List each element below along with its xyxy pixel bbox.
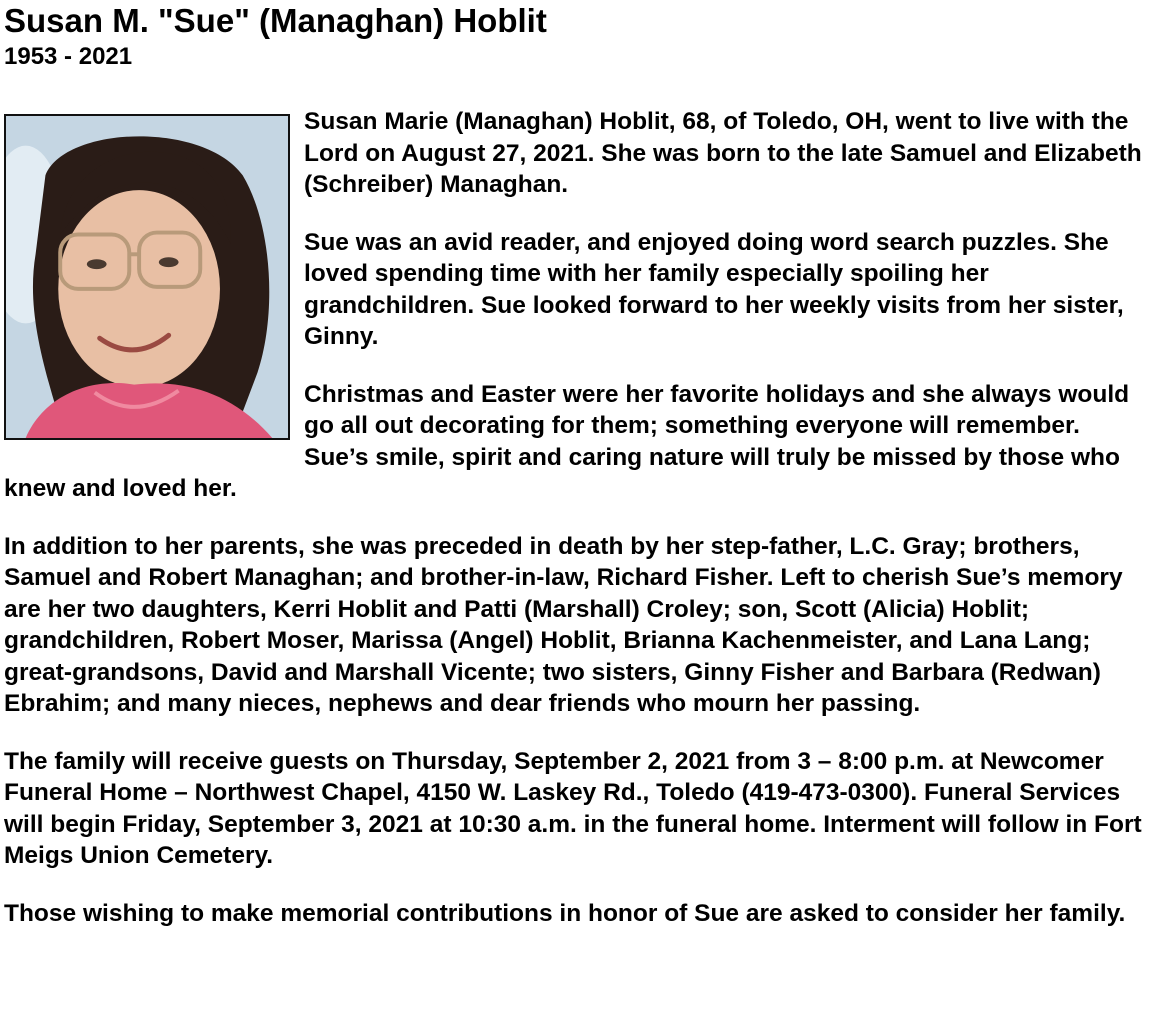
paragraph-memorials: Those wishing to make memorial contributions in honor of Sue are asked to consider her family. bbox=[4, 899, 1126, 927]
life-years: 1953 - 2021 bbox=[4, 43, 133, 70]
paragraph-hobbies: Sue was an avid reader, and enjoyed doing word search puzzles. She loved spending time with her family especially spoiling her grandchildren. Sue looked forward to her weekly visits from her sister, Ginny. bbox=[304, 228, 1124, 350]
obituary-name: Susan M. "Sue" (Managhan) Hoblit bbox=[4, 2, 547, 39]
paragraph-services: The family will receive guests on Thursday, September 2, 2021 from 3 – 8:00 p.m. at Newcomer Funeral Home – Northwest Chapel, 4150 W. Laskey Rd., Toledo (419-473-0300). Funeral Services will begin Friday, September 3, 2021 at 10:30 a.m. in the funeral home. Interment will follow in Fort Meigs Union Cemetery. bbox=[4, 747, 1142, 869]
obituary-body bbox=[4, 106, 1150, 955]
paragraph-holidays: Christmas and Easter were her favorite holidays and she always would go all out decorating for them; something everyone will remember. Sue’s smile, spirit and caring nature will truly be missed by those who knew and loved her. bbox=[4, 380, 1130, 502]
portrait-illustration bbox=[6, 116, 288, 438]
paragraph-family: In addition to her parents, she was preceded in death by her step-father, L.C. Gray; brothers, Samuel and Robert Managhan; and brother-in-law, Richard Fisher. Left to cherish Sue’s memory are her two daughters, Kerri Hoblit and Patti (Marshall) Croley; son, Scott (Alicia) Hoblit; grandchildren, Robert Moser, Marissa (Angel) Hoblit, Brianna Kachenmeister, and Lana Lang; great-grandsons, David and Marshall Vicente; two sisters, Ginny Fisher and Barbara (Redwan) Ebrahim; and many nieces, nephews and dear friends who mourn her passing. bbox=[4, 532, 1123, 717]
paragraph-intro: Susan Marie (Managhan) Hoblit, 68, of Toledo, OH, went to live with the Lord on August 27, 2021. She was born to the late Samuel and Elizabeth (Schreiber) Managhan. bbox=[304, 108, 1142, 198]
portrait-photo bbox=[4, 114, 290, 440]
